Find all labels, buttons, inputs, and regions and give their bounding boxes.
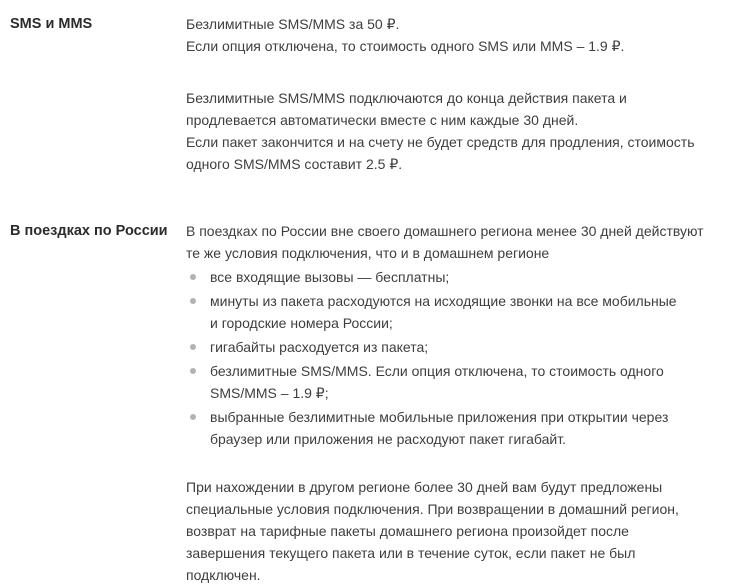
- paragraph-line: те же условия подключения, что и в домашнем регионе: [186, 245, 550, 261]
- paragraph-line: Безлимитные SMS/MMS за 50 ₽.: [186, 16, 400, 32]
- bullet-icon: [190, 344, 196, 350]
- section-label: В поездках по России: [10, 223, 168, 239]
- list-item-line: браузер или приложения не расходуют пакет гигабайт.: [210, 431, 566, 447]
- paragraph: [186, 87, 741, 175]
- section-travel-russia: [10, 220, 741, 584]
- paragraph-line: В поездках по России вне своего домашнего региона менее 30 дней действуют: [186, 223, 704, 239]
- bullet-icon: [190, 298, 196, 304]
- list-item-line: гигабайты расходуется из пакета;: [210, 339, 429, 355]
- section-label: SMS и MMS: [10, 16, 93, 32]
- paragraph: [186, 476, 741, 584]
- list-item: [186, 290, 741, 334]
- list-item-line: SMS/MMS – 1.9 ₽;: [210, 385, 329, 401]
- conditions-list: [186, 266, 741, 450]
- paragraph-line: При нахождении в другом регионе более 30 дней вам будут предложены: [186, 479, 663, 495]
- paragraph-line: продлевается автоматически вместе с ним каждые 30 дней.: [186, 112, 579, 128]
- list-item: [186, 406, 741, 450]
- list-item-line: безлимитные SMS/MMS. Если опция отключена, то стоимость одного: [210, 363, 664, 379]
- paragraph-line: Если пакет закончится и на счету не будет средств для продления, стоимость: [186, 134, 695, 150]
- paragraph: [186, 13, 741, 57]
- list-item-line: выбранные безлимитные мобильные приложения при открытии через: [210, 409, 669, 425]
- bullet-icon: [190, 414, 196, 420]
- list-item: [186, 336, 741, 358]
- list-item: [186, 360, 741, 404]
- list-item-line: все входящие вызовы — бесплатны;: [210, 269, 450, 285]
- paragraph-line: одного SMS/MMS составит 2.5 ₽.: [186, 156, 403, 172]
- paragraph-line: Если опция отключена, то стоимость одного SMS или MMS – 1.9 ₽.: [186, 38, 625, 54]
- paragraph-line: подключен.: [186, 567, 261, 583]
- paragraph-line: Безлимитные SMS/MMS подключаются до конца действия пакета и: [186, 90, 627, 106]
- paragraph-line: возврат на тарифные пакеты домашнего региона произойдет после: [186, 523, 629, 539]
- list-item-line: и городские номера России;: [210, 315, 393, 331]
- bullet-icon: [190, 368, 196, 374]
- bullet-icon: [190, 274, 196, 280]
- paragraph: [186, 220, 741, 264]
- section-sms-mms: [10, 13, 741, 175]
- paragraph-line: специальные условия подключения. При возвращении в домашний регион,: [186, 501, 679, 517]
- list-item: [186, 266, 741, 288]
- section-content: [186, 13, 741, 175]
- list-item-line: минуты из пакета расходуются на исходящие звонки на все мобильные: [210, 293, 677, 309]
- paragraph-line: завершения текущего пакета или в течение суток, если пакет не был: [186, 545, 636, 561]
- section-content: [186, 220, 741, 584]
